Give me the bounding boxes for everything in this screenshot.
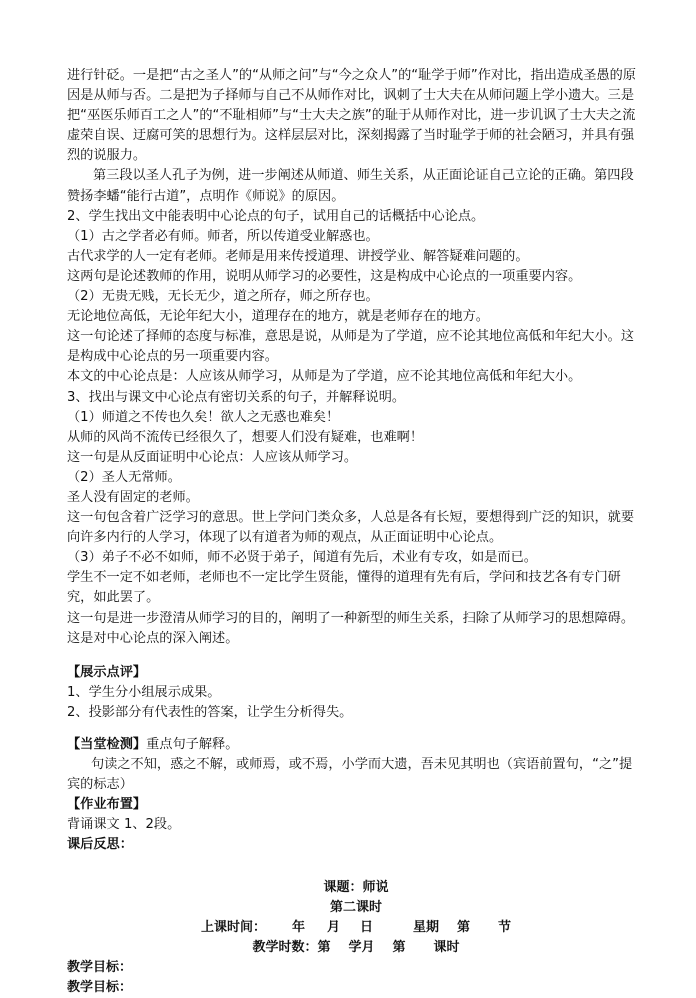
translation-three: 从师的风尚不流传已经很久了，想要人们没有疑难，也难啊！ — [67, 429, 424, 445]
quote-one: （1）古之学者必有师。师者，所以传道受业解惑也。 — [67, 228, 379, 244]
spacer — [67, 856, 645, 878]
teaching-goal-2: 教学目标： — [67, 979, 133, 995]
ordinal-label-2: 第 — [392, 939, 406, 955]
quote-five: （3）弟子不必不如师，师不必贤于弟子，闻道有先后，术业有专攻，如是而已。 — [67, 550, 537, 566]
lesson-period: 第二课时 — [329, 899, 382, 915]
teaching-goal-1: 教学目标： — [67, 959, 133, 975]
analysis-four: 这一句包含着广泛学习的意思。世上学问门类众多，人总是各有长短，要想得到广泛的知识，就要向许多内行的人学习，体现了以有道者为师的观点，从正面证明中心论点。 — [67, 510, 635, 546]
ordinal-label: 第 — [457, 919, 471, 935]
quote-three: （1）师道之不传也久矣！欲人之无惑也难矣！ — [67, 409, 340, 425]
lesson-topic: 课题：师说 — [323, 879, 389, 895]
spacer — [67, 723, 645, 735]
hours-label: 教学时数：第 — [252, 939, 331, 955]
central-thesis: 本文的中心论点是：人应该从师学习，从师是为了学道，应不论其地位高低和年纪大小。 — [67, 369, 582, 385]
analysis-five: 这一句是进一步澄清从师学习的目的，阐明了一种新型的师生关系，扫除了从师学习的思想障碍。这是对中心论点的深入阐述。 — [67, 610, 635, 646]
display-item-1: 1、学生分小组展示成果。 — [67, 684, 221, 700]
year-label: 年 — [291, 919, 305, 935]
paragraph-sections-three-four: 第三段以圣人孔子为例，进一步阐述从师道、师生关系，从正面论证自己立论的正确。第四段赞扬李蟠“能行古道”，点明作《师说》的原因。 — [67, 168, 634, 204]
question-two: 2、学生找出文中能表明中心论点的句子，试用自己的话概括中心论点。 — [67, 208, 485, 224]
school-month-label: 学月 — [348, 939, 375, 955]
translation-four: 圣人没有固定的老师。 — [67, 489, 199, 505]
day-label: 日 — [359, 919, 373, 935]
analysis-three: 这一句是从反面证明中心论点：人应该从师学习。 — [67, 449, 358, 465]
lesson-time-row — [67, 918, 645, 938]
reflection-label: 课后反思： — [67, 837, 133, 853]
translation-five: 学生不一定不如老师，老师也不一定比学生贤能，懂得的道理有先有后，学问和技艺各有专门研究，如此罢了。 — [67, 570, 621, 606]
lesson-hours-row — [67, 938, 645, 958]
class-hour-label: 课时 — [433, 939, 460, 955]
quote-four: （2）圣人无常师。 — [67, 469, 181, 485]
analysis-one: 这两句是论述教师的作用，说明从师学习的必要性，这是构成中心论点的一项重要内容。 — [67, 268, 582, 284]
spacer — [67, 649, 645, 663]
translation-one: 古代求学的人一定有老师。老师是用来传授道理、讲授学业、解答疑难问题的。 — [67, 248, 529, 264]
display-item-2: 2、投影部分有代表性的答案，让学生分析得失。 — [67, 704, 353, 720]
period-unit-label: 节 — [498, 919, 512, 935]
section-display-title: 【展示点评】 — [67, 664, 147, 680]
quote-two: （2）无贵无贱，无长无少，道之所存，师之所存也。 — [67, 289, 379, 305]
paragraph-contrast-analysis: 进行针砭。一是把“古之圣人”的“从师之问”与“今之众人”的“耻学于师”作对比，指出造成圣愚的原因是从师与否。二是把为子择师与自己不从师作对比，讽刺了士大夫在从师问题上学小遗大。三是把“巫医乐师百工之人”的“不耻相师”与“士大夫之族”的耻于从师作对比，进一步讥讽了士大夫之流虚荣自误、迂腐可笑的思想行为。这样层层对比，深刻揭露了当时耻学于师的社会陋习，并具有强烈的说服力。 — [67, 68, 636, 164]
document-page — [67, 66, 645, 998]
translation-two: 无论地位高低，无论年纪大小，道理存在的地方，就是老师存在的地方。 — [67, 309, 489, 325]
section-check-title: 【当堂检测】 — [67, 737, 147, 752]
week-label: 星期 — [413, 919, 440, 935]
analysis-two: 这一句论述了择师的态度与标准，意思是说，从师是为了学道，应不论其地位高低和年纪大小。这是构成中心论点的另一项重要内容。 — [67, 329, 635, 365]
section-check-intro: 重点句子解释。 — [146, 737, 239, 752]
check-sentence: 句读之不知，惑之不解，或师焉，或不焉，小学而大遗，吾未见其明也（宾语前置句，“之”提宾的标志） — [67, 757, 633, 793]
section-check — [67, 735, 645, 755]
section-homework-title: 【作业布置】 — [67, 797, 147, 813]
homework-text: 背诵课文 1、2段。 — [67, 817, 181, 833]
month-label: 月 — [326, 919, 340, 935]
time-label: 上课时间： — [200, 919, 266, 935]
question-three: 3、找出与课文中心论点有密切关系的句子，并解释说明。 — [67, 389, 406, 405]
